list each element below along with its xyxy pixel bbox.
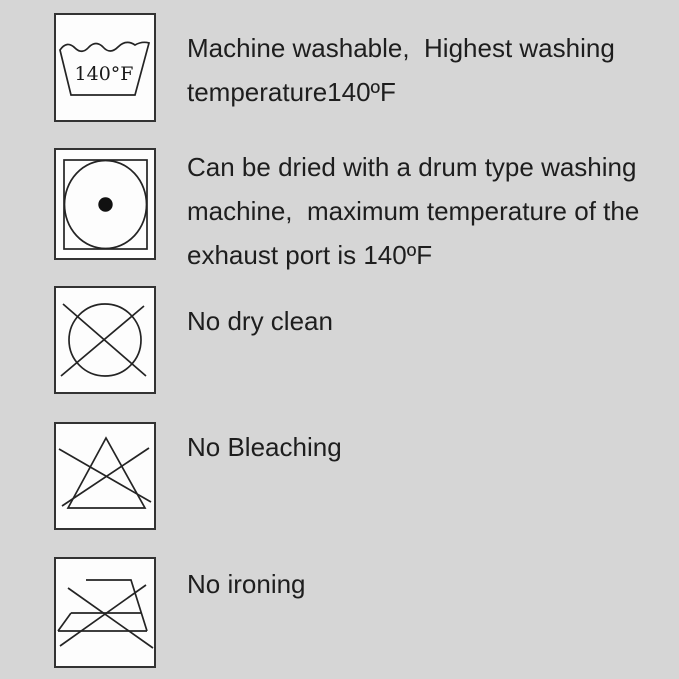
care-symbol-box: [54, 286, 156, 394]
care-description-line: Can be dried with a drum type washing: [187, 152, 637, 182]
care-description-line: exhaust port is 140ºF: [187, 240, 433, 270]
care-description-line: No ironing: [187, 569, 306, 599]
care-description: [187, 425, 342, 469]
no-dry-clean-icon: [56, 290, 154, 390]
no-bleach-icon: [56, 426, 154, 526]
care-description: [187, 562, 306, 606]
care-description-line: temperature140ºF: [187, 77, 396, 107]
care-symbol-box: [54, 422, 156, 530]
wash-tub-icon: [56, 17, 154, 118]
care-description-line: No Bleaching: [187, 432, 342, 462]
care-symbol-box: [54, 148, 156, 260]
care-description: [187, 145, 639, 277]
care-description-line: Machine washable, Highest washing: [187, 33, 615, 63]
care-description: [187, 299, 333, 343]
care-description-line: No dry clean: [187, 306, 333, 336]
care-description: [187, 26, 615, 114]
care-symbol-box: [54, 13, 156, 122]
wash-temperature-label: 140°F: [74, 63, 134, 85]
care-description-line: machine, maximum temperature of the: [187, 196, 640, 226]
no-iron-icon: [56, 561, 154, 664]
tumble-dry-icon: [56, 152, 154, 256]
care-symbol-box: [54, 557, 156, 668]
